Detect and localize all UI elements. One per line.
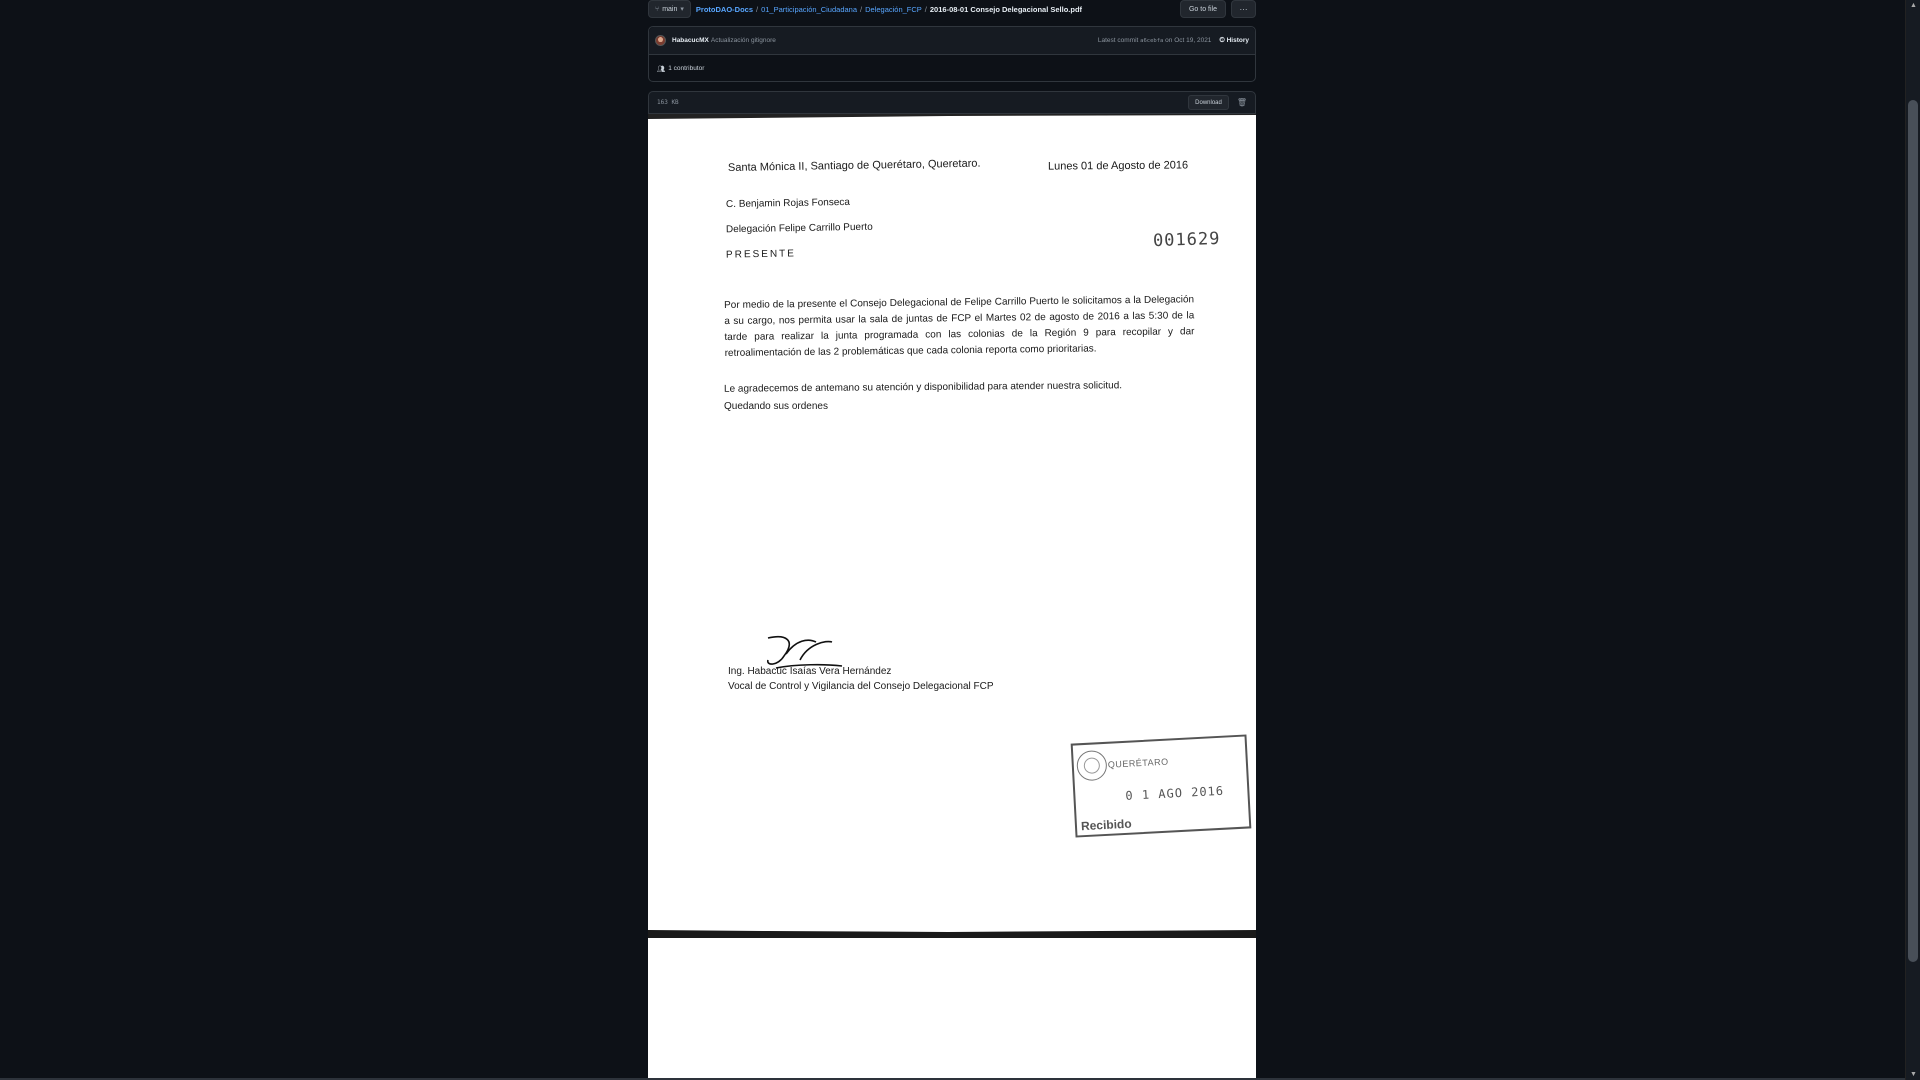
breadcrumb: ProtoDAO-Docs / 01_Participación_Ciudadana / Delegación_FCP / 2016-08-01 Consejo Delegacional Sello.pdf — [695, 4, 1083, 14]
file-navigation — [648, 0, 1256, 18]
download-button[interactable]: Download — [1188, 95, 1229, 110]
scroll-up-icon[interactable]: ▲ — [1910, 2, 1917, 9]
branch-icon: ⑂ — [655, 5, 660, 13]
chevron-down-icon: ▾ — [680, 6, 684, 13]
go-to-file-button[interactable]: Go to file — [1180, 0, 1226, 18]
branch-selector[interactable] — [648, 0, 691, 18]
file-header — [648, 91, 1256, 114]
signer-name: Ing. Habacuc Isaías Vera Hernández — [728, 666, 892, 677]
letter-place: Santa Mónica II, Santiago de Querétaro, Queretaro. — [727, 157, 981, 174]
letter-salutation: PRESENTE — [725, 248, 796, 261]
breadcrumb-folder-2[interactable]: Delegación_FCP — [865, 4, 922, 14]
latest-commit-row — [649, 27, 1255, 55]
history-icon: 🕓︎ — [1219, 36, 1225, 44]
vertical-scrollbar[interactable] — [1905, 0, 1920, 1080]
more-options-button[interactable]: ··· — [1231, 0, 1256, 18]
avatar[interactable] — [655, 35, 666, 46]
page-top-edge — [648, 114, 1256, 120]
commit-info-box — [648, 26, 1256, 82]
stamp-date: 0 1 AGO 2016 — [1125, 783, 1225, 803]
stamp-org: QUERÉTARO — [1107, 756, 1169, 770]
received-stamp — [1071, 734, 1252, 837]
letter-recipient: C. Benjamin Rojas Fonseca — [725, 196, 851, 211]
latest-commit-info: Latest commit a6cebfa on Oct 19, 2021 — [1097, 37, 1212, 44]
file-size: 163 KB — [657, 99, 679, 106]
contributors-count: 1 contributor — [668, 65, 705, 72]
people-icon: 👥︎ — [657, 65, 666, 73]
stamp-received: Recibido — [1080, 816, 1132, 834]
commit-message[interactable]: Actualización gitignore — [710, 37, 776, 44]
branch-name: main — [662, 5, 678, 13]
letter-body: Por medio de la presente el Consejo Delegacional de Felipe Carrillo Puerto le solicitamos a la Delegación a su cargo, nos permita usar la sala de juntas de FCP el Martes 02 de agosto de 2016 a las 5:30 de la tarde para realizar la junta programada con las colonias de la Región 9 para recopilar y dar retroalimentación de las 2 problemáticas que cada colonia reporta como prioritarias. — [724, 294, 1195, 359]
breadcrumb-repo[interactable]: ProtoDAO-Docs — [695, 4, 753, 14]
trash-icon[interactable]: 🗑︎ — [1236, 98, 1247, 107]
letter-folio: 001629 — [1152, 228, 1221, 252]
letter-thanks: Le agradecemos de antemano su atención y disponibilidad para atender nuestra solicitud. — [723, 380, 1123, 395]
scroll-down-icon[interactable]: ▼ — [1910, 1071, 1917, 1078]
contributors-row[interactable] — [649, 55, 1255, 82]
commit-date: on Oct 19, 2021 — [1165, 37, 1212, 44]
letter-closing: Quedando sus ordenes — [724, 401, 828, 412]
pdf-page — [648, 114, 1256, 940]
scrollbar-thumb[interactable] — [1908, 100, 1918, 962]
letter-date: Lunes 01 de Agosto de 2016 — [1047, 159, 1189, 173]
letter-delegation: Delegación Felipe Carrillo Puerto — [725, 221, 873, 236]
breadcrumb-current-file: 2016-08-01 Consejo Delegacional Sello.pdf — [929, 4, 1083, 14]
breadcrumb-folder-1[interactable]: 01_Participación_Ciudadana — [761, 4, 857, 14]
page-bottom-edge — [648, 930, 1256, 938]
signer-role: Vocal de Control y Vigilancia del Consejo Delegacional FCP — [728, 681, 994, 692]
history-button[interactable]: 🕓︎ History — [1219, 36, 1249, 44]
pdf-viewer[interactable] — [648, 114, 1256, 1080]
commit-author[interactable]: HabacucMX — [672, 37, 709, 44]
commit-hash[interactable]: a6cebfa — [1140, 38, 1164, 44]
